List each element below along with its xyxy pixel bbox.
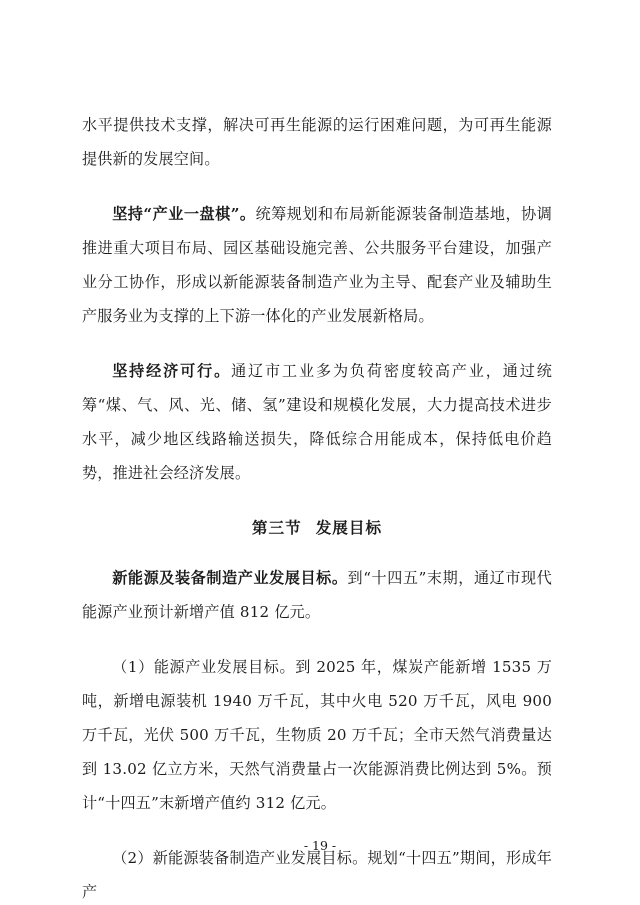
- paragraph-3: [82, 354, 552, 490]
- section-heading-prefix: 第三节: [251, 518, 302, 537]
- paragraph-spacer: [82, 333, 552, 354]
- paragraph-spacer: [82, 176, 552, 197]
- section-heading: [82, 511, 552, 545]
- paragraph-3-body: 通辽市工业多为负荷密度较高产业，通过统筹“煤、气、风、光、储、氢”建设和规模化发展，大力提高技术进步水平，减少地区线路输送损失，降低综合用能成本，保持低电价趋势，推进社会经济发展。: [82, 362, 552, 482]
- paragraph-2-lead: 坚持“产业一盘棋”。: [112, 205, 256, 223]
- heading-spacer: [82, 490, 552, 511]
- paragraph-2-body: 统筹规划和布局新能源装备制造基地，协调推进重大项目布局、园区基础设施完善、公共服务平台建设，加强产业分工协作，形成以新能源装备制造产业为主导、配套产业及辅助生产服务业为支撑的上下游一体化的产业发展新格局。: [82, 205, 552, 325]
- paragraph-2: [82, 197, 552, 333]
- paragraph-spacer: [82, 545, 552, 561]
- paragraph-3-lead: 坚持经济可行。: [112, 362, 232, 380]
- paragraph-4-body: 到“十四五”末期，通辽市现代能源产业预计新增产值 812 亿元。: [82, 569, 552, 621]
- section-heading-title: 发展目标: [315, 518, 383, 537]
- page-number: - 19 -: [303, 838, 337, 853]
- paragraph-4: [82, 561, 552, 629]
- paragraph-spacer: [82, 629, 552, 650]
- paragraph-4-lead: 新能源及装备制造产业发展目标。: [112, 569, 348, 587]
- paragraph-1: 水平提供技术支撑，解决可再生能源的运行困难问题，为可再生能源提供新的发展空间。: [82, 116, 552, 168]
- paragraph-6: （2）新能源装备制造产业发展目标。规划“十四五”期间，形成年产: [82, 849, 552, 901]
- page-content: [82, 108, 552, 905]
- paragraph-5: （1）能源产业发展目标。到 2025 年，煤炭产能新增 1535 万吨，新增电源装机 1940 万千瓦，其中火电 520 万千瓦，风电 900 万千瓦，光伏 500 万千瓦，生物质 20 万千瓦；全市天然气消费量达到 13.02 亿立方米，天然气消费量占一次能源消费比例达到 5%。预计“十四五”末新增产值约 312 亿元。: [82, 658, 552, 812]
